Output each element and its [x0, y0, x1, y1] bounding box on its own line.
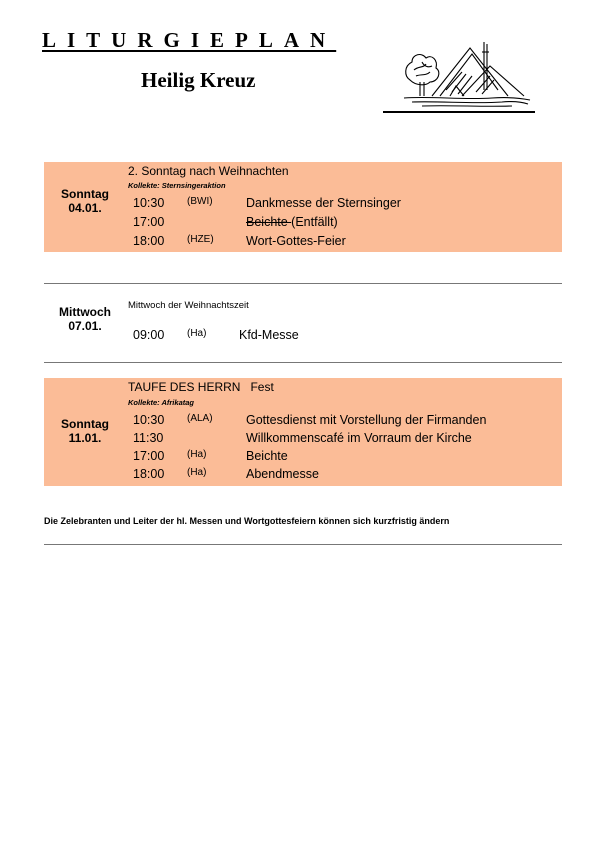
day-heading: 2. Sonntag nach Weihnachten — [128, 164, 289, 178]
event-celebrant: (Ha) — [187, 449, 207, 460]
collection-note: Kollekte: Sternsingeraktion — [128, 181, 226, 190]
event-time: 09:00 — [133, 328, 165, 342]
church-sketch-icon — [402, 40, 532, 108]
event-time: 10:30 — [133, 196, 165, 210]
day-block-sunday-1101 — [44, 378, 562, 486]
day-label — [44, 187, 126, 215]
event-time: 17:00 — [133, 449, 165, 463]
footer-note: Die Zelebranten und Leiter der hl. Messen und Wortgottesfeiern können sich kurzfristig ändern — [44, 516, 450, 526]
event-time: 18:00 — [133, 234, 165, 248]
parish-name: Heilig Kreuz — [141, 68, 256, 92]
event-celebrant: (BWI) — [187, 196, 213, 207]
cancelled-title: Beichte — [246, 215, 292, 229]
event-celebrant: (Ha) — [187, 328, 207, 339]
event-celebrant: (HZE) — [187, 234, 214, 245]
event-time: 11:30 — [133, 431, 164, 445]
divider — [44, 283, 562, 284]
day-date: 11.01. — [68, 431, 102, 445]
event-celebrant: (ALA) — [187, 413, 213, 424]
day-name: Sonntag — [61, 417, 109, 431]
event-title — [246, 215, 338, 229]
event-time: 17:00 — [133, 215, 165, 229]
collection-note: Kollekte: Afrikatag — [128, 398, 194, 407]
feast-name: TAUFE DES HERRN — [128, 380, 241, 394]
day-block-wednesday-0701 — [44, 288, 562, 358]
event-time: 10:30 — [133, 413, 165, 427]
page-title: LITURGIEPLAN — [42, 28, 337, 52]
day-heading: Mittwoch der Weihnachtszeit — [128, 300, 249, 311]
day-date: 07.01. — [68, 319, 102, 333]
day-label — [44, 305, 126, 333]
event-celebrant: (Ha) — [187, 467, 207, 478]
day-date: 04.01. — [68, 201, 102, 215]
divider — [44, 544, 562, 545]
feast-rank: Fest — [250, 380, 274, 394]
divider — [44, 362, 562, 363]
cancelled-note: (Entfällt) — [291, 215, 338, 229]
day-block-sunday-0401 — [44, 162, 562, 252]
event-title: Wort-Gottes-Feier — [246, 234, 346, 248]
day-name: Sonntag — [61, 187, 109, 201]
header-rule — [383, 111, 535, 113]
event-title: Beichte — [246, 449, 288, 463]
event-title: Kfd-Messe — [239, 328, 299, 342]
event-title: Gottesdienst mit Vorstellung der Firmanden — [246, 413, 487, 427]
event-title: Dankmesse der Sternsinger — [246, 196, 401, 210]
day-heading — [128, 380, 274, 394]
event-title: Abendmesse — [246, 467, 319, 481]
event-title: Willkommenscafé im Vorraum der Kirche — [246, 431, 472, 445]
event-time: 18:00 — [133, 467, 165, 481]
day-label — [44, 417, 126, 445]
day-name: Mittwoch — [59, 305, 111, 319]
